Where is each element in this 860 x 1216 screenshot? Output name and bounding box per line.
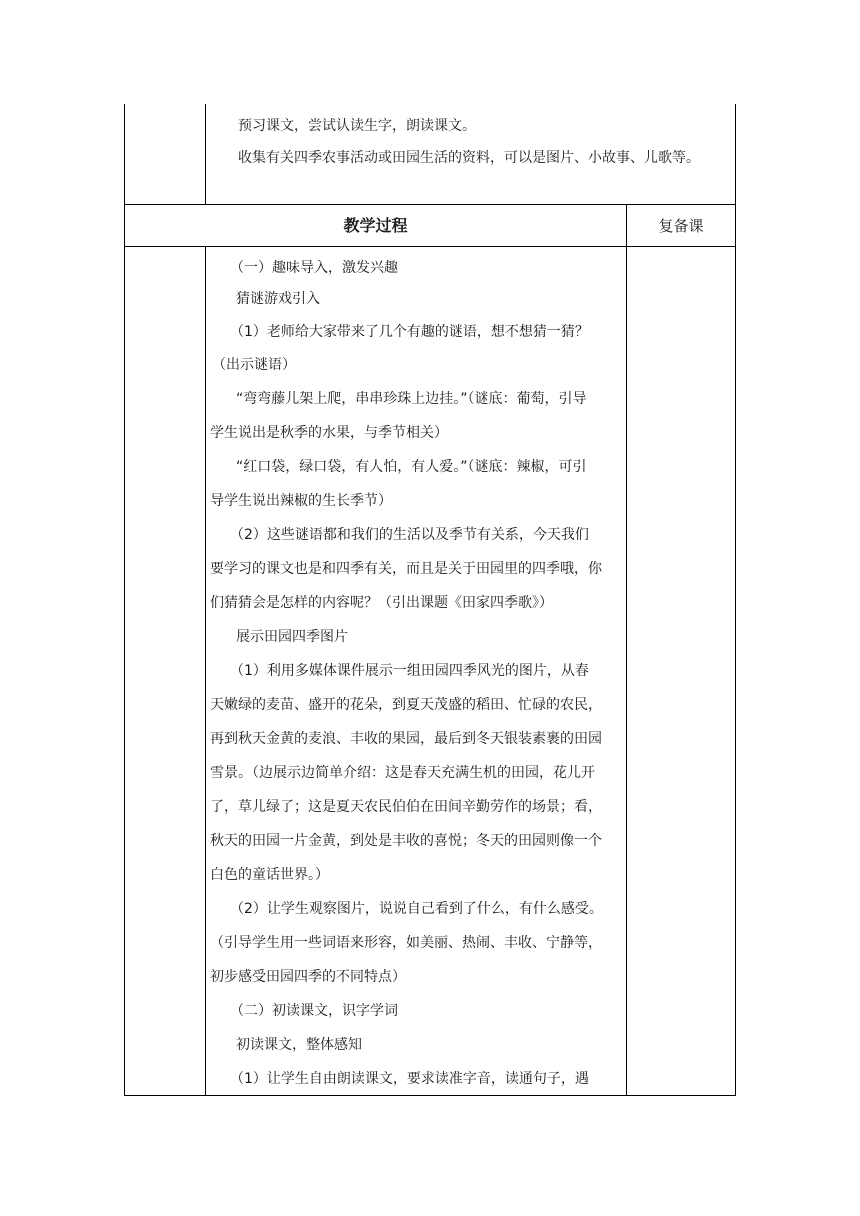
teaching-process-header: 教学过程 bbox=[343, 216, 408, 235]
process-line: 展示田园四季图片 bbox=[236, 629, 348, 645]
process-line: “弯弯藤儿架上爬，串串珍珠上边挂。”（谜底：葡萄，引导 bbox=[236, 391, 587, 407]
right-border-body bbox=[735, 246, 736, 1096]
top-line: 收集有关四季农事活动或田园生活的资料，可以是图片、小故事、儿歌等。 bbox=[238, 150, 700, 166]
header-bottom-line bbox=[124, 246, 736, 247]
process-line: 雪景。（边展示边简单介绍：这是春天充满生机的田园，花儿开 bbox=[210, 765, 595, 781]
process-line: 要学习的课文也是和四季有关，而且是关于田园里的四季哦，你 bbox=[210, 561, 602, 577]
process-line: 初读课文，整体感知 bbox=[236, 1037, 362, 1053]
inner-divider-top bbox=[205, 104, 206, 204]
process-line: （二）初读课文，识字学词 bbox=[230, 1003, 398, 1019]
process-line: 导学生说出辣椒的生长季节） bbox=[210, 493, 392, 509]
process-line: 们猜猜会是怎样的内容呢？（引出课题《田家四季歌》） bbox=[210, 595, 553, 611]
process-line: （1）利用多媒体课件展示一组田园四季风光的图片，从春 bbox=[230, 663, 589, 679]
left-border-body bbox=[124, 246, 125, 1096]
process-line: 学生说出是秋季的水果，与季节相关） bbox=[210, 425, 448, 441]
process-line: 猜谜游戏引入 bbox=[236, 291, 320, 307]
process-line: （1）让学生自由朗读课文，要求读准字音，读通句子，遇 bbox=[230, 1071, 589, 1087]
process-line: （2）让学生观察图片，说说自己看到了什么，有什么感受。 bbox=[230, 901, 603, 917]
process-line: （出示谜语） bbox=[212, 357, 296, 373]
process-line: 白色的童话世界。） bbox=[210, 867, 329, 883]
process-line: 再到秋天金黄的麦浪、丰收的果园，最后到冬天银装素裹的田园 bbox=[210, 731, 602, 747]
process-line: 天嫩绿的麦苗、盛开的花朵，到夏天茂盛的稻田、忙碌的农民， bbox=[210, 697, 602, 713]
process-line: 初步感受田园四季的不同特点） bbox=[210, 969, 406, 985]
body-left-divider bbox=[205, 246, 206, 1096]
process-line: 秋天的田园一片金黄，到处是丰收的喜悦；冬天的田园则像一个 bbox=[210, 833, 602, 849]
header-top-line bbox=[124, 204, 736, 205]
process-line: （1）老师给大家带来了几个有趣的谜语，想不想猜一猜？ bbox=[230, 324, 589, 340]
process-line: “红口袋，绿口袋，有人怕，有人爱。”（谜底：辣椒，可引 bbox=[236, 459, 587, 475]
process-line: （2）这些谜语都和我们的生活以及季节有关系，今天我们 bbox=[230, 527, 589, 543]
process-line: （引导学生用一些词语来形容，如美丽、热闹、丰收、宁静等， bbox=[210, 935, 602, 951]
process-line: （一）趣味导入，激发兴趣 bbox=[230, 260, 398, 276]
right-border-top bbox=[735, 104, 736, 204]
top-line: 预习课文，尝试认读生字，朗读课文。 bbox=[238, 118, 476, 134]
right-border-header bbox=[735, 204, 736, 246]
body-right-divider bbox=[626, 246, 627, 1096]
review-prep-header: 复备课 bbox=[658, 217, 704, 235]
process-line: 了，草儿绿了；这是夏天农民伯伯在田间辛勤劳作的场景；看， bbox=[210, 799, 602, 815]
table-bottom-line bbox=[124, 1095, 736, 1096]
left-border-top bbox=[124, 104, 125, 204]
